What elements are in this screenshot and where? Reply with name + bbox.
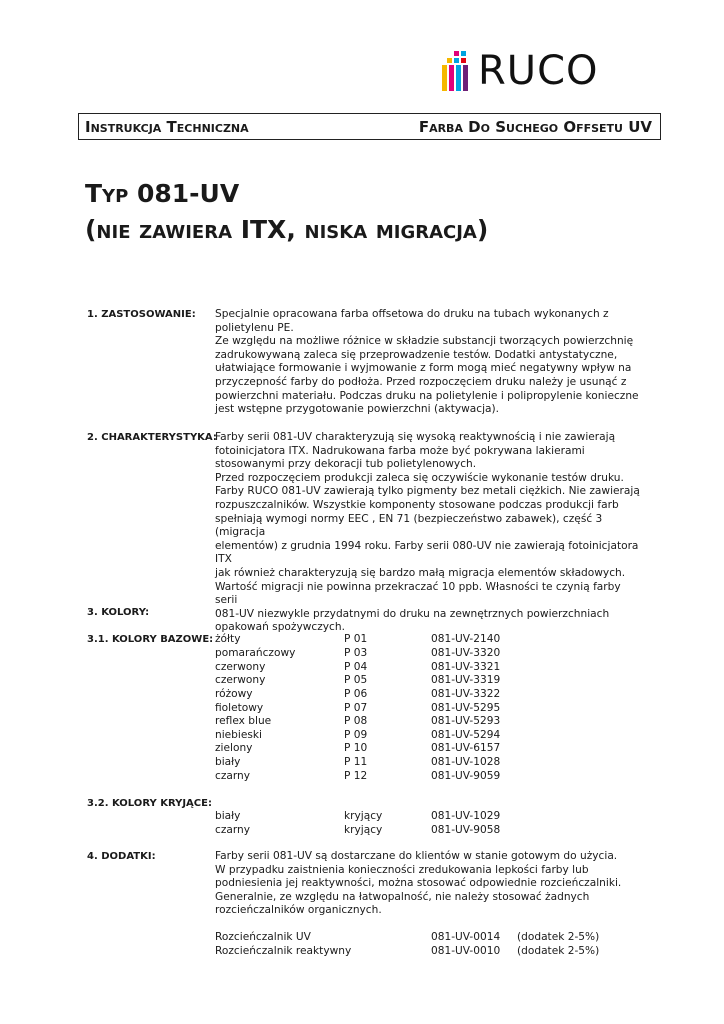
color-name: czarny [215,824,251,836]
color-name: niebieski [215,729,262,741]
logo-mark [442,51,472,91]
text-line: rozpuszczalników. Wszystkie komponenty stosowane podczas produkcji farb [215,498,619,511]
color-row [215,688,645,702]
text-line: jak również charakteryzują się bardzo małą migracja elementów składowych. [215,566,626,579]
color-code: P 11 [344,756,368,768]
color-code: P 10 [344,742,368,754]
color-row [215,810,645,824]
dosage: (dodatek 2-5%) [517,945,600,957]
color-name: czerwony [215,674,266,686]
color-name: pomarańczowy [215,647,296,659]
text-line: Farby serii 081-UV charakteryzują się wysoką reaktywnością i nie zawierają [215,431,616,443]
dosage: (dodatek 2-5%) [517,931,600,943]
title-line-2: (nie zawiera ITX, niska migracja) [85,215,489,244]
text-line: polietylenu PE. [215,321,294,334]
header-left: Instrukcja Techniczna [85,117,249,136]
color-row [215,633,645,647]
thinner-row [215,931,645,945]
text-line: Generalnie, ze względu na łatwopalność, nie należy stosować żadnych [215,890,590,903]
text-line: Farby RUCO 081-UV zawierają tylko pigmenty bez metali ciężkich. Nie zawierają [215,485,640,498]
color-name: biały [215,810,241,822]
color-row [215,729,645,743]
color-row [215,674,645,688]
product-code: 081-UV-1028 [431,756,501,768]
text-line: zadrukowywaną zaleca się przeprowadzenie testów. Dodatki antystatyczne, [215,348,618,361]
product-code: 081-UV-3319 [431,674,501,686]
color-row [215,661,645,675]
color-type: kryjący [344,824,383,836]
color-code: P 09 [344,729,368,741]
color-name: żółty [215,633,241,645]
text-line: Przed rozpoczęciem produkcji zaleca się oczywiście wykonanie testów druku. [215,471,624,484]
color-code: P 08 [344,715,368,727]
text-line: opakowań spożywczych. [215,621,345,634]
color-name: fioletowy [215,702,264,714]
color-row [215,702,645,716]
color-row [215,756,645,770]
text-line: fotoinicjatora ITX. Nadrukowana farba może być pokrywana lakierami [215,444,585,457]
product-code: 081-UV-2140 [431,633,501,645]
product-code: 081-UV-9058 [431,824,501,836]
ruco-logo [442,50,598,92]
product-code: 081-UV-6157 [431,742,501,754]
section-3-1-label: 3.1. KOLORY BAZOWE: [87,634,214,645]
product-code: 081-UV-9059 [431,770,501,782]
color-type: kryjący [344,810,383,822]
thinner-row [215,945,645,959]
color-code: P 12 [344,770,368,782]
product-code: 081-UV-5293 [431,715,501,727]
text-line: podniesienia jej reaktywności, można stosować odpowiednie rozcieńczalniki. [215,877,622,890]
title-line-1: Typ 081-UV [85,179,240,208]
text-line: spełniają wymogi normy EEC , EN 71 (bezpieczeństwo zabawek), część 3 (migracja [215,512,603,539]
section-4-label: 4. DODATKI: [87,851,156,862]
color-code: P 06 [344,688,368,700]
text-line: elementów) z grudnia 1994 roku. Farby serii 080-UV nie zawierają fotoinicjatora ITX [215,539,639,566]
color-code: P 05 [344,674,368,686]
product-code: 081-UV-3321 [431,661,501,673]
text-line: stosowanymi przy dekoracji tub polietylenowych. [215,458,477,471]
text-line: Farby serii 081-UV są dostarczane do klientów w stanie gotowym do użycia. [215,850,618,862]
color-name: biały [215,756,241,768]
document-header [78,113,661,140]
text-line: przyczepność farby do podłoża. Przed rozpoczęciem druku należy je usunąć z [215,375,627,388]
color-row [215,770,645,784]
product-code: 081-UV-1029 [431,810,501,822]
product-code: 081-UV-5294 [431,729,501,741]
header-right: Farba Do Suchego Offsetu UV [418,117,652,136]
text-line: jest wstępne przygotowanie powierzchni (aktywacja). [215,403,500,416]
section-2-text [215,431,640,635]
product-code: 081-UV-3322 [431,688,501,700]
color-code: P 07 [344,702,368,714]
section-2-label: 2. CHARAKTERYSTYKA: [87,432,217,443]
color-name: czerwony [215,661,266,673]
text-line: powierzchni materiału. Podczas druku na polietylenie i polipropylenie konieczne [215,389,639,402]
color-code: P 03 [344,647,368,659]
text-line: W przypadku zaistnienia konieczności zredukowania lepkości farby lub [215,863,589,876]
color-name: czarny [215,770,251,782]
product-code: 081-UV-3320 [431,647,501,659]
section-1-label: 1. ZASTOSOWANIE: [87,309,196,320]
thinner-name: Rozcieńczalnik reaktywny [215,945,352,957]
text-line: Specjalnie opracowana farba offsetowa do druku na tubach wykonanych z [215,308,609,320]
section-3-2-label: 3.2. KOLORY KRYJĄCE: [87,798,212,809]
color-row [215,715,645,729]
color-name: reflex blue [215,715,272,727]
color-name: różowy [215,688,253,700]
text-line: Ze względu na możliwe różnice w składzie substancji tworzących powierzchnię [215,335,634,348]
color-row [215,742,645,756]
product-code: 081-UV-5295 [431,702,501,714]
thinner-name: Rozcieńczalnik UV [215,931,311,943]
section-4-text [215,850,640,918]
color-row [215,824,645,838]
product-code: 081-UV-0010 [431,945,501,957]
section-1-text [215,308,640,417]
logo-text: RUCO [478,48,599,94]
text-line: ułatwiające formowanie i wyjmowanie z form mogą mieć negatywny wpływ na [215,362,632,375]
section-3-label: 3. KOLORY: [87,607,150,618]
text-line: 081-UV niezwykle przydatnymi do druku na zewnętrznych powierzchniach [215,607,610,620]
document-title [85,176,488,248]
color-row [215,647,645,661]
color-code: P 01 [344,633,368,645]
color-code: P 04 [344,661,368,673]
text-line: Wartość migracji nie powinna przekraczać 10 ppb. Własności te czynią farby serii [215,580,621,607]
product-code: 081-UV-0014 [431,931,501,943]
text-line: rozcieńczalników organicznych. [215,904,382,917]
color-name: zielony [215,742,253,754]
